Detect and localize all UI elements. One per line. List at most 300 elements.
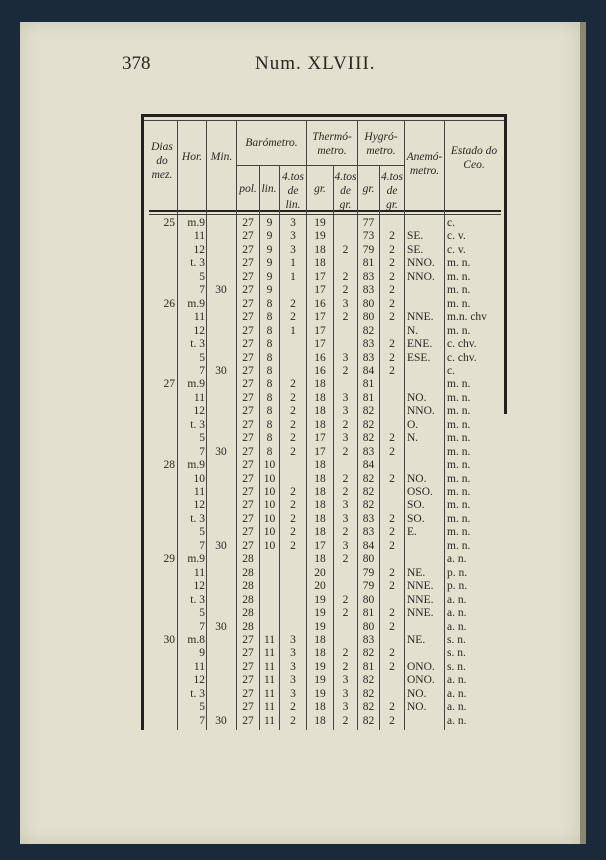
cell-hora: 11 xyxy=(193,311,205,324)
cell-pol: 27 xyxy=(242,432,254,445)
cell-estado: p. n. xyxy=(447,566,468,579)
cell-thermo-gr: 18 xyxy=(314,701,326,714)
col-rule xyxy=(206,121,207,730)
cell-thermo-tos: 2 xyxy=(342,647,349,660)
cell-hygro-gr: 80 xyxy=(362,297,375,310)
cell-hygro-gr: 84 xyxy=(362,459,375,472)
cell-hygro-tos: 2 xyxy=(389,270,395,283)
cell-hygro-tos: 2 xyxy=(389,660,395,673)
cell-lin: 10 xyxy=(263,486,276,498)
subheader-rule xyxy=(236,165,404,166)
cell-thermo-tos: 3 xyxy=(342,432,349,445)
cell-estado: a. n. xyxy=(447,674,467,687)
cell-hygro-tos: 2 xyxy=(389,338,395,351)
cell-pol: 27 xyxy=(242,364,254,377)
table-top-rule xyxy=(141,114,507,117)
cell-hygro-gr: 79 xyxy=(362,566,375,579)
header-dias: Dias do mez. xyxy=(151,141,173,181)
cell-dia: 25 xyxy=(163,217,175,229)
cell-estado: m. n. xyxy=(447,499,471,512)
cell-lin: 11 xyxy=(263,687,276,700)
cell-estado: c. xyxy=(447,364,455,377)
cell-thermo-tos: 3 xyxy=(342,512,349,525)
cell-thermo-tos: 2 xyxy=(342,472,349,485)
cell-lin: 8 xyxy=(266,338,273,351)
cell-thermo-gr: 18 xyxy=(314,418,326,431)
cell-hygro-gr: 81 xyxy=(362,257,375,270)
cell-tos-lin: 2 xyxy=(290,405,296,418)
cell-hygro-gr: 80 xyxy=(362,593,375,606)
cell-thermo-gr: 17 xyxy=(314,324,326,337)
cell-tos-lin: 3 xyxy=(290,230,296,243)
cell-anemometro: O. xyxy=(407,418,419,431)
cell-estado: m.n. chv xyxy=(447,311,487,324)
cell-lin: 11 xyxy=(263,674,276,687)
cell-thermo-gr: 20 xyxy=(314,566,326,579)
cell-hora: 11 xyxy=(193,566,205,579)
cell-hygro-gr: 83 xyxy=(362,270,375,283)
cell-tos-lin: 2 xyxy=(290,499,296,512)
cell-estado: m. n. xyxy=(447,459,471,472)
cell-lin: 8 xyxy=(266,405,273,418)
cell-thermo-tos: 3 xyxy=(342,405,349,418)
cell-thermo-tos: 2 xyxy=(342,418,349,431)
cell-pol: 27 xyxy=(242,445,254,458)
header-barometro: Barómetro. xyxy=(245,137,298,149)
cell-thermo-gr: 17 xyxy=(314,539,326,552)
header-thermometro: Thermó-metro. xyxy=(312,131,352,157)
cell-min: 30 xyxy=(215,620,227,633)
cell-hora: 5 xyxy=(199,432,205,445)
header-thermo-gr: gr. xyxy=(314,183,326,195)
cell-lin: 10 xyxy=(263,539,276,552)
cell-anemometro: E. xyxy=(407,526,417,539)
cell-hygro-gr: 80 xyxy=(362,311,375,324)
cell-hygro-gr: 83 xyxy=(362,351,375,364)
cell-dia: 30 xyxy=(163,633,175,646)
cell-hygro-gr: 84 xyxy=(362,364,375,377)
cell-anemometro: NNE. xyxy=(407,311,434,324)
cell-estado: m. n. xyxy=(447,284,471,297)
cell-pol: 28 xyxy=(242,553,254,566)
cell-dia: 28 xyxy=(163,459,175,472)
cell-hora: 5 xyxy=(199,607,205,620)
cell-hygro-tos: 2 xyxy=(389,472,395,485)
cell-hygro-tos: 2 xyxy=(389,714,395,727)
cell-hora: m.9 xyxy=(187,459,205,472)
cell-hora: t. 3 xyxy=(190,338,205,351)
cell-thermo-gr: 16 xyxy=(314,364,326,377)
cell-pol: 27 xyxy=(242,324,254,337)
cell-hora: m.9 xyxy=(187,217,205,229)
cell-hygro-gr: 82 xyxy=(362,486,375,498)
cell-lin: 9 xyxy=(266,230,273,243)
cell-tos-lin: 3 xyxy=(290,217,296,229)
cell-anemometro: ONO. xyxy=(407,674,435,687)
cell-hygro-gr: 84 xyxy=(362,539,375,552)
cell-hygro-tos: 2 xyxy=(389,432,395,445)
cell-hora: t. 3 xyxy=(190,418,205,431)
cell-thermo-gr: 19 xyxy=(314,230,326,243)
cell-lin: 8 xyxy=(266,432,273,445)
cell-pol: 27 xyxy=(242,378,254,391)
cell-pol: 27 xyxy=(242,418,254,431)
cell-hygro-gr: 81 xyxy=(362,378,375,391)
cell-hora: t. 3 xyxy=(190,512,205,525)
cell-tos-lin: 1 xyxy=(290,324,296,337)
cell-anemometro: NO. xyxy=(407,701,427,714)
cell-lin: 9 xyxy=(266,257,273,270)
cell-thermo-tos: 3 xyxy=(342,687,349,700)
cell-hora: m.9 xyxy=(187,553,205,566)
cell-lin: 8 xyxy=(266,297,273,310)
cell-dia: 27 xyxy=(163,378,175,391)
cell-thermo-tos: 3 xyxy=(342,351,349,364)
cell-anemometro: N. xyxy=(407,432,419,445)
cell-thermo-gr: 17 xyxy=(314,284,326,297)
cell-hygro-gr: 83 xyxy=(362,526,375,539)
cell-estado: a. n. xyxy=(447,620,467,633)
cell-thermo-tos: 2 xyxy=(342,526,349,539)
cell-pol: 27 xyxy=(242,499,254,512)
cell-anemometro: ENE. xyxy=(407,338,433,351)
cell-anemometro: NNO. xyxy=(407,270,435,283)
cell-pol: 27 xyxy=(242,338,254,351)
cell-thermo-tos: 3 xyxy=(342,297,349,310)
cell-thermo-gr: 18 xyxy=(314,499,326,512)
cell-thermo-gr: 19 xyxy=(314,620,326,633)
cell-thermo-tos: 2 xyxy=(342,243,349,256)
cell-hygro-gr: 80 xyxy=(362,553,375,566)
cell-pol: 27 xyxy=(242,351,254,364)
cell-pol: 28 xyxy=(242,620,254,633)
cell-hygro-gr: 83 xyxy=(362,633,375,646)
cell-thermo-gr: 18 xyxy=(314,257,326,270)
cell-hygro-gr: 77 xyxy=(362,217,375,229)
cell-hora: 10 xyxy=(193,472,205,485)
cell-pol: 27 xyxy=(242,297,254,310)
cell-estado: m. n. xyxy=(447,257,471,270)
header-lin: lin. xyxy=(261,183,277,195)
cell-estado: c. v. xyxy=(447,230,466,243)
cell-tos-lin: 2 xyxy=(290,432,296,445)
header-anemometro: Anemó-metro. xyxy=(406,151,443,177)
cell-hygro-gr: 83 xyxy=(362,512,375,525)
cell-tos-lin: 2 xyxy=(290,526,296,539)
cell-estado: a. n. xyxy=(447,714,467,727)
cell-hora: 11 xyxy=(193,230,205,243)
cell-hygro-tos: 2 xyxy=(389,230,395,243)
header-pol: pol. xyxy=(239,183,257,195)
cell-pol: 27 xyxy=(242,526,254,539)
page-edge xyxy=(580,22,586,844)
cell-thermo-gr: 16 xyxy=(314,351,326,364)
cell-hora: t. 3 xyxy=(190,257,205,270)
cell-estado: s. n. xyxy=(447,647,466,660)
cell-pol: 27 xyxy=(242,512,254,525)
cell-thermo-tos: 3 xyxy=(342,701,349,714)
cell-thermo-tos: 2 xyxy=(342,486,349,498)
cell-thermo-gr: 17 xyxy=(314,270,326,283)
cell-thermo-tos: 2 xyxy=(342,311,349,324)
cell-pol: 27 xyxy=(242,486,254,498)
cell-estado: m. n. xyxy=(447,324,471,337)
cell-hygro-gr: 82 xyxy=(362,432,375,445)
cell-anemometro: NNO. xyxy=(407,405,435,418)
cell-tos-lin: 3 xyxy=(290,633,296,646)
cell-pol: 27 xyxy=(242,472,254,485)
cell-hora: 9 xyxy=(199,647,205,660)
cell-estado: m. n. xyxy=(447,486,471,498)
cell-estado: m. n. xyxy=(447,512,471,525)
cell-thermo-gr: 20 xyxy=(314,580,326,593)
cell-tos-lin: 2 xyxy=(290,418,296,431)
cell-hora: 7 xyxy=(199,284,205,297)
cell-hygro-tos: 2 xyxy=(389,351,395,364)
cell-estado: m. n. xyxy=(447,418,471,431)
cell-thermo-gr: 17 xyxy=(314,338,326,351)
cell-thermo-tos: 3 xyxy=(342,391,349,404)
cell-hora: m.9 xyxy=(187,378,205,391)
cell-pol: 27 xyxy=(242,311,254,324)
cell-lin: 10 xyxy=(263,499,276,512)
cell-pol: 28 xyxy=(242,566,254,579)
cell-thermo-gr: 19 xyxy=(314,217,326,229)
cell-estado: a. n. xyxy=(447,687,467,700)
cell-pol: 27 xyxy=(242,633,254,646)
cell-thermo-gr: 18 xyxy=(314,486,326,498)
cell-estado: m. n. xyxy=(447,270,471,283)
cell-anemometro: ONO. xyxy=(407,660,435,673)
cell-lin: 8 xyxy=(266,364,273,377)
cell-hygro-gr: 82 xyxy=(362,472,375,485)
header-tos-lin: 4.tos de lin. xyxy=(281,171,305,211)
cell-thermo-tos: 2 xyxy=(342,593,349,606)
cell-hora: 12 xyxy=(193,243,205,256)
cell-thermo-gr: 18 xyxy=(314,391,326,404)
cell-hora: 5 xyxy=(199,351,205,364)
cell-estado: c. chv. xyxy=(447,338,477,351)
cell-anemometro: NO. xyxy=(407,687,427,700)
cell-hygro-tos: 2 xyxy=(389,580,395,593)
cell-min: 30 xyxy=(215,364,227,377)
cell-pol: 28 xyxy=(242,607,254,620)
cell-hora: 7 xyxy=(199,445,205,458)
cell-thermo-gr: 18 xyxy=(314,553,326,566)
cell-lin: 9 xyxy=(266,243,273,256)
cell-tos-lin: 2 xyxy=(290,297,296,310)
cell-pol: 27 xyxy=(242,459,254,472)
cell-anemometro: NNE. xyxy=(407,593,434,606)
cell-hygro-gr: 80 xyxy=(362,620,375,633)
cell-anemometro: SE. xyxy=(407,230,424,243)
cell-hygro-gr: 83 xyxy=(362,284,375,297)
cell-dia: 29 xyxy=(163,553,175,566)
table-top-rule-inner xyxy=(141,120,507,121)
cell-estado: a. n. xyxy=(447,553,467,566)
cell-pol: 27 xyxy=(242,405,254,418)
cell-thermo-gr: 18 xyxy=(314,633,326,646)
cell-hygro-tos: 2 xyxy=(389,364,395,377)
page-heading: Num. XLVIII. xyxy=(255,53,376,74)
header-hygrometro: Hygró-metro. xyxy=(364,131,398,157)
cell-anemometro: NNE. xyxy=(407,580,434,593)
cell-anemometro: NNE. xyxy=(407,607,434,620)
cell-anemometro: NE. xyxy=(407,566,426,579)
cell-pol: 27 xyxy=(242,687,254,700)
cell-hygro-gr: 82 xyxy=(362,647,375,660)
header-thermo-tos: 4.tos de gr. xyxy=(334,171,357,211)
cell-thermo-gr: 18 xyxy=(314,378,326,391)
cell-lin: 11 xyxy=(263,701,276,714)
cell-pol: 27 xyxy=(242,539,254,552)
cell-anemometro: SO. xyxy=(407,499,425,512)
header-hygro-tos: 4.tos de gr. xyxy=(380,171,404,211)
cell-lin: 8 xyxy=(266,445,273,458)
page-number: 378 xyxy=(122,53,151,74)
cell-estado: a. n. xyxy=(447,593,467,606)
cell-hygro-gr: 82 xyxy=(362,499,375,512)
cell-thermo-tos: 3 xyxy=(342,499,349,512)
cell-lin: 11 xyxy=(263,647,276,660)
cell-tos-lin: 2 xyxy=(290,539,296,552)
table-left-rule xyxy=(141,114,144,730)
cell-hora: 7 xyxy=(199,620,205,633)
cell-tos-lin: 2 xyxy=(290,378,296,391)
cell-hora: 12 xyxy=(193,674,205,687)
cell-anemometro: SE. xyxy=(407,243,424,256)
cell-pol: 27 xyxy=(242,230,254,243)
cell-thermo-tos: 2 xyxy=(342,284,349,297)
cell-dia: 26 xyxy=(163,297,175,310)
cell-hygro-tos: 2 xyxy=(389,701,395,714)
cell-thermo-gr: 17 xyxy=(314,445,326,458)
cell-thermo-tos: 3 xyxy=(342,539,349,552)
cell-pol: 28 xyxy=(242,580,254,593)
cell-thermo-tos: 2 xyxy=(342,445,349,458)
cell-hygro-gr: 83 xyxy=(362,445,375,458)
cell-hygro-gr: 82 xyxy=(362,674,375,687)
cell-estado: m. n. xyxy=(447,472,471,485)
cell-pol: 27 xyxy=(242,674,254,687)
cell-estado: p. n. xyxy=(447,580,468,593)
cell-tos-lin: 2 xyxy=(290,512,296,525)
header-bottom-rule-inner xyxy=(149,214,501,215)
cell-pol: 27 xyxy=(242,391,254,404)
cell-estado: m. n. xyxy=(447,297,471,310)
cell-hygro-gr: 82 xyxy=(362,418,375,431)
cell-lin: 10 xyxy=(263,459,276,472)
cell-tos-lin: 2 xyxy=(290,311,296,324)
cell-thermo-gr: 19 xyxy=(314,674,326,687)
cell-hygro-gr: 82 xyxy=(362,701,375,714)
cell-anemometro: NO. xyxy=(407,472,427,485)
cell-estado: m. n. xyxy=(447,391,471,404)
cell-estado: a. n. xyxy=(447,607,467,620)
cell-hora: 11 xyxy=(193,391,205,404)
cell-pol: 27 xyxy=(242,701,254,714)
cell-thermo-gr: 18 xyxy=(314,512,326,525)
cell-hora: 11 xyxy=(193,660,205,673)
header-hor: Hor. xyxy=(181,151,203,163)
cell-thermo-gr: 18 xyxy=(314,472,326,485)
cell-pol: 27 xyxy=(242,243,254,256)
cell-thermo-gr: 17 xyxy=(314,311,326,324)
cell-estado: a. n. xyxy=(447,701,467,714)
cell-hygro-gr: 81 xyxy=(362,660,375,673)
cell-thermo-gr: 18 xyxy=(314,459,326,472)
cell-hygro-gr: 83 xyxy=(362,338,375,351)
cell-hygro-tos: 2 xyxy=(389,647,395,660)
observation-table xyxy=(141,114,507,730)
col-rule xyxy=(177,121,178,730)
cell-hora: 12 xyxy=(193,499,205,512)
cell-hygro-gr: 79 xyxy=(362,243,375,256)
cell-estado: c. xyxy=(447,217,455,229)
cell-hygro-gr: 82 xyxy=(362,324,375,337)
cell-pol: 27 xyxy=(242,217,254,229)
cell-thermo-tos: 2 xyxy=(342,607,349,620)
cell-hygro-gr: 81 xyxy=(362,391,375,404)
cell-tos-lin: 2 xyxy=(290,445,296,458)
cell-hygro-gr: 82 xyxy=(362,405,375,418)
cell-hora: 5 xyxy=(199,270,205,283)
cell-lin: 11 xyxy=(263,660,276,673)
cell-min: 30 xyxy=(215,445,227,458)
cell-thermo-gr: 16 xyxy=(314,297,326,310)
cell-hygro-tos: 2 xyxy=(389,526,395,539)
cell-hora: 5 xyxy=(199,701,205,714)
cell-tos-lin: 1 xyxy=(290,270,296,283)
cell-pol: 27 xyxy=(242,284,254,297)
cell-estado: m. n. xyxy=(447,378,471,391)
cell-pol: 27 xyxy=(242,714,254,727)
col-rule xyxy=(444,121,445,730)
cell-lin: 11 xyxy=(263,714,276,727)
cell-hygro-tos: 2 xyxy=(389,284,395,297)
cell-lin: 8 xyxy=(266,378,273,391)
cell-lin: 9 xyxy=(266,217,273,229)
cell-hygro-tos: 2 xyxy=(389,243,395,256)
cell-pol: 27 xyxy=(242,270,254,283)
cell-anemometro: NNO. xyxy=(407,257,435,270)
cell-anemometro: NO. xyxy=(407,391,427,404)
header-hygro-gr: gr. xyxy=(362,183,375,195)
cell-pol: 27 xyxy=(242,647,254,660)
cell-thermo-tos: 3 xyxy=(342,674,349,687)
cell-hygro-gr: 82 xyxy=(362,714,375,727)
cell-tos-lin: 3 xyxy=(290,660,296,673)
cell-hora: 12 xyxy=(193,405,205,418)
cell-pol: 27 xyxy=(242,257,254,270)
header-min: Min. xyxy=(210,151,233,163)
cell-thermo-tos: 2 xyxy=(342,714,349,727)
cell-hygro-gr: 81 xyxy=(362,607,375,620)
cell-thermo-tos: 2 xyxy=(342,364,349,377)
cell-hora: t. 3 xyxy=(190,593,205,606)
cell-tos-lin: 3 xyxy=(290,674,296,687)
cell-thermo-gr: 19 xyxy=(314,687,326,700)
cell-hygro-gr: 79 xyxy=(362,580,375,593)
cell-lin: 8 xyxy=(266,391,273,404)
cell-thermo-gr: 19 xyxy=(314,607,326,620)
cell-lin: 8 xyxy=(266,351,273,364)
cell-estado: s. n. xyxy=(447,660,466,673)
cell-estado: m. n. xyxy=(447,432,471,445)
cell-hora: m.9 xyxy=(187,297,205,310)
cell-thermo-tos: 2 xyxy=(342,660,349,673)
cell-hygro-tos: 2 xyxy=(389,512,395,525)
